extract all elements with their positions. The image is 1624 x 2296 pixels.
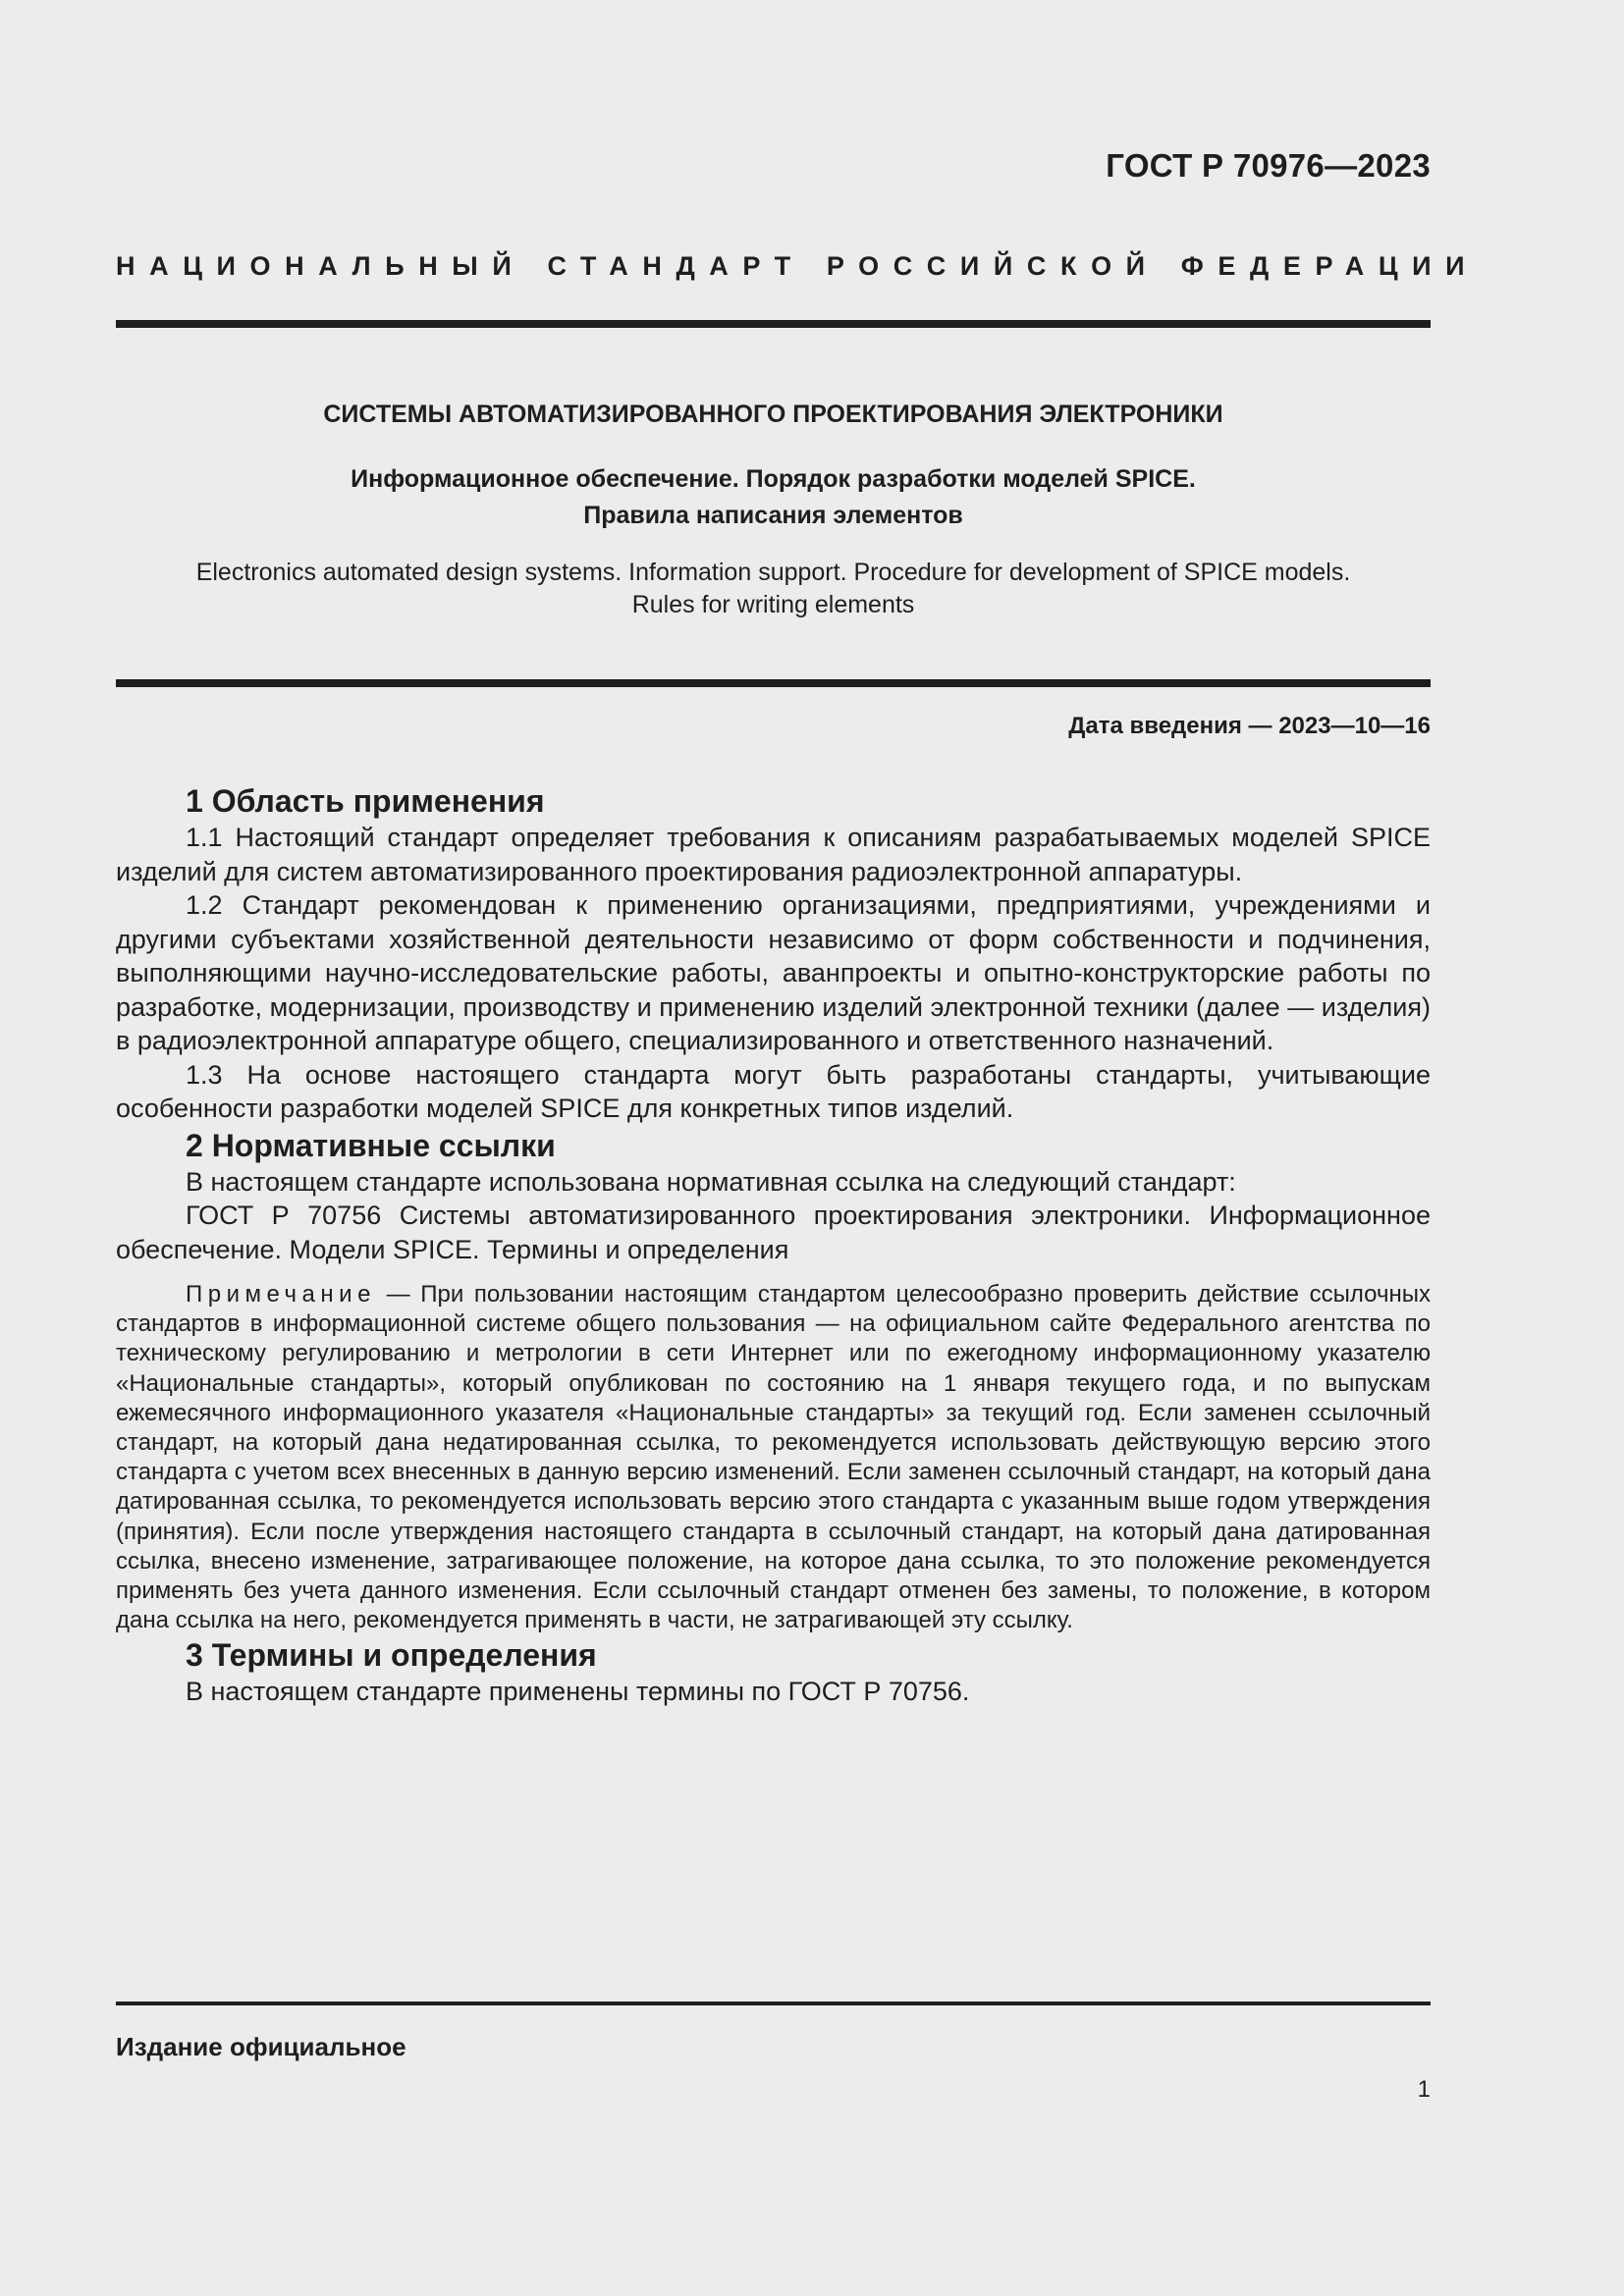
section-heading-normative-references: 2 Нормативные ссылки: [186, 1127, 556, 1163]
paragraph-1-2: 1.2 Стандарт рекомендован к применению организациями, предприятиями, учреждениями и другими субъектами хозяйственной деятельности независимо от форм собственности и подчинения, выполняющими научно-исследовательские работы, аванпроекты и опытно-конструкторские работы по разработке, модернизации, производству и применению изделий электронной техники (далее — изделия) в радиоэлектронной аппаратуре общего, специализированного и ответственного назначений.: [116, 890, 1431, 1055]
introduction-date: Дата введения — 2023—10—16: [1068, 713, 1431, 739]
paragraph-3-1: В настоящем стандарте применены термины по ГОСТ Р 70756.: [186, 1677, 970, 1707]
paragraph-2-intro: В настоящем стандарте использована нормативная ссылка на следующий стандарт:: [186, 1166, 1236, 1197]
english-title-line-2: Rules for writing elements: [631, 591, 915, 618]
official-edition-label: Издание официальное: [116, 2032, 406, 2061]
top-divider: [116, 320, 1431, 328]
note-paragraph: [116, 1280, 1431, 1635]
footer-divider: [116, 2002, 1431, 2005]
section-heading-scope: 1 Область применения: [186, 783, 545, 819]
document-body: [116, 781, 1431, 1709]
national-standard-heading: НАЦИОНАЛЬНЫЙ СТАНДАРТ РОССИЙСКОЙ ФЕДЕРАЦИИ: [116, 251, 1480, 281]
paragraph-1-3: 1.3 На основе настоящего стандарта могут быть разработаны стандарты, учитывающие особенности разработки моделей SPICE для конкретных типов изделий.: [116, 1059, 1431, 1123]
section-heading-terms: 3 Термины и определения: [186, 1637, 597, 1674]
title-divider: [116, 679, 1431, 687]
gost-number: ГОСТ Р 70976—2023: [1106, 147, 1431, 184]
english-title: [116, 557, 1431, 621]
page-number: 1: [1417, 2076, 1431, 2103]
subtitle-line-1: Информационное обеспечение. Порядок разработки моделей SPICE.: [351, 465, 1196, 493]
note-label: Примечание: [186, 1281, 376, 1308]
paragraph-1-1: 1.1 Настоящий стандарт определяет требования к описаниям разрабатываемых моделей SPICE изделий для систем автоматизированного проектирования радиоэлектронной аппаратуры.: [116, 823, 1431, 886]
english-title-line-1: Electronics automated design systems. Information support. Procedure for development of SPICE models.: [195, 559, 1351, 586]
note-text: — При пользовании настоящим стандартом целесообразно проверить действие ссылочных стандартов в информационной системе общего пользования — на официальном сайте Федерального агентства по техническому регулированию и метрологии в сети Интернет или по ежегодному информационному указателю «Национальные стандарты», который опубликован по состоянию на 1 января текущего года, и по выпускам ежемесячного информационного указателя «Национальные стандарты» за текущий год. Если заменен ссылочный стандарт, на который дана недатированная ссылка, то рекомендуется использовать действующую версию этого стандарта с учетом всех внесенных в данную версию изменений. Если заменен ссылочный стандарт, на который дана датированная ссылка, то рекомендуется использовать версию этого стандарта с указанным выше годом утверждения (принятия). Если после утверждения настоящего стандарта в ссылочный стандарт, на который дана датированная ссылка, внесено изменение, затрагивающее положение, на которое дана ссылка, то это положение рекомендуется применять без учета данного изменения. Если ссылочный стандарт отменен без замены, то положение, в котором дана ссылка на него, рекомендуется применять в части, не затрагивающей эту ссылку.: [116, 1281, 1431, 1634]
paragraph-2-reference: ГОСТ Р 70756 Системы автоматизированного проектирования электроники. Информационное обеспечение. Модели SPICE. Термины и определения: [116, 1201, 1431, 1264]
subtitle-line-2: Правила написания элементов: [583, 502, 963, 529]
document-subtitle: [116, 461, 1431, 534]
document-title: СИСТЕМЫ АВТОМАТИЗИРОВАННОГО ПРОЕКТИРОВАНИЯ ЭЛЕКТРОНИКИ: [323, 400, 1223, 428]
